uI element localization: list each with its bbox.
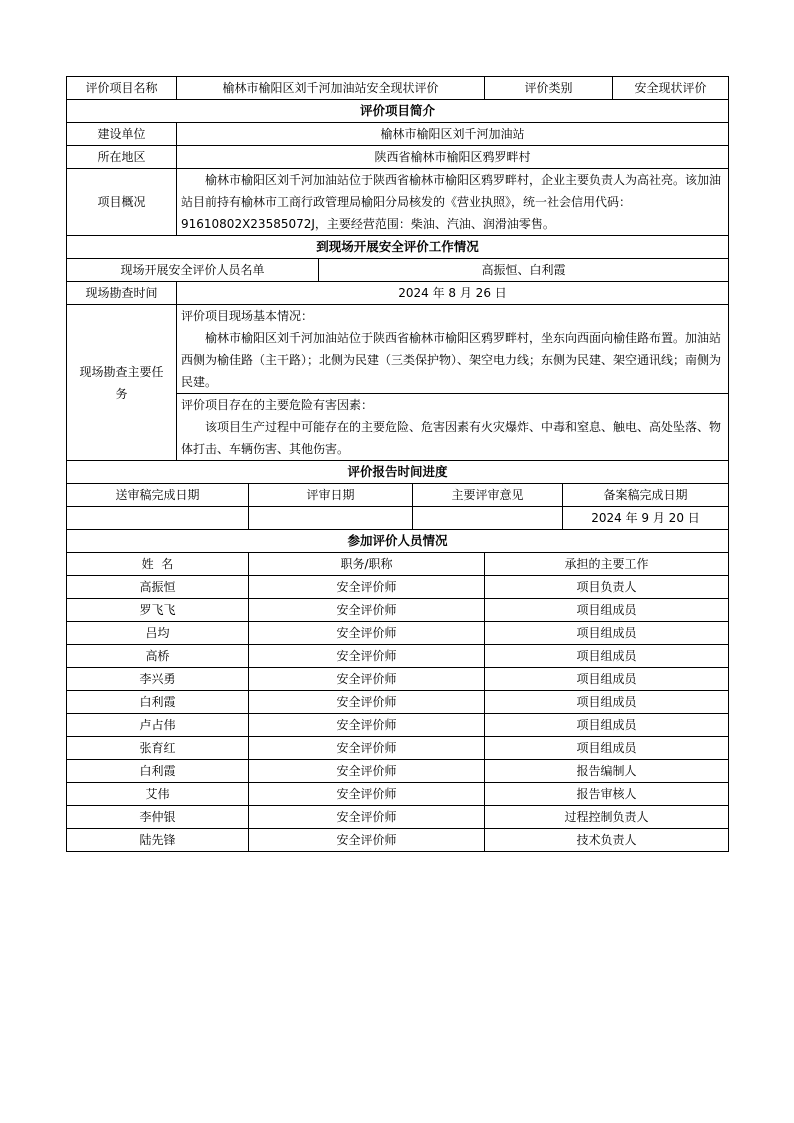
project-name-value: 榆林市榆阳区刘千河加油站安全现状评价 bbox=[177, 77, 485, 100]
personnel-name: 吕均 bbox=[67, 622, 249, 645]
category-label: 评价类别 bbox=[485, 77, 613, 100]
schedule-value-opinion bbox=[413, 507, 563, 530]
personnel-title: 安全评价师 bbox=[249, 829, 485, 852]
area-value: 陕西省榆林市榆阳区鸦罗畔村 bbox=[177, 146, 729, 169]
personnel-title: 安全评价师 bbox=[249, 668, 485, 691]
schedule-header-opinion: 主要评审意见 bbox=[413, 484, 563, 507]
personnel-name: 卢占伟 bbox=[67, 714, 249, 737]
personnel-work: 项目负责人 bbox=[485, 576, 729, 599]
personnel-title: 安全评价师 bbox=[249, 599, 485, 622]
personnel-title: 安全评价师 bbox=[249, 691, 485, 714]
table-row bbox=[67, 691, 729, 714]
overview-text: 榆林市榆阳区刘千河加油站位于陕西省榆林市榆阳区鸦罗畔村，企业主要负责人为高社亮。该加油站目前持有榆林市工商行政管理局榆阳分局核发的《营业执照》，统一社会信用代码：91610802X23585072J，主要经营范围：柴油、汽油、润滑油零售。 bbox=[181, 173, 722, 231]
personnel-work: 项目组成员 bbox=[485, 714, 729, 737]
personnel-name: 白利霞 bbox=[67, 691, 249, 714]
area-label: 所在地区 bbox=[67, 146, 177, 169]
schedule-header-review-date: 评审日期 bbox=[249, 484, 413, 507]
personnel-header-work: 承担的主要工作 bbox=[485, 553, 729, 576]
personnel-name: 李兴勇 bbox=[67, 668, 249, 691]
hazard-text: 该项目生产过程中可能存在的主要危险、危害因素有火灾爆炸、中毒和窒息、触电、高处坠落、物体打击、车辆伤害、其他伤害。 bbox=[181, 420, 722, 456]
category-value: 安全现状评价 bbox=[613, 77, 729, 100]
table-row bbox=[67, 622, 729, 645]
project-name-label: 评价项目名称 bbox=[67, 77, 177, 100]
table-row bbox=[67, 760, 729, 783]
task-label: 现场勘查主要任务 bbox=[67, 305, 177, 461]
schedule-value-review-date bbox=[249, 507, 413, 530]
personnel-name: 李仲银 bbox=[67, 806, 249, 829]
personnel-work: 项目组成员 bbox=[485, 737, 729, 760]
overview-label: 项目概况 bbox=[67, 169, 177, 236]
staff-label: 现场开展安全评价人员名单 bbox=[67, 259, 319, 282]
personnel-name: 张育红 bbox=[67, 737, 249, 760]
personnel-title: 安全评价师 bbox=[249, 714, 485, 737]
unit-label: 建设单位 bbox=[67, 123, 177, 146]
personnel-work: 项目组成员 bbox=[485, 645, 729, 668]
section-title-schedule: 评价报告时间进度 bbox=[67, 461, 729, 484]
personnel-name: 陆先锋 bbox=[67, 829, 249, 852]
personnel-header-title: 职务/职称 bbox=[249, 553, 485, 576]
personnel-title: 安全评价师 bbox=[249, 760, 485, 783]
table-row bbox=[67, 806, 729, 829]
table-row bbox=[67, 829, 729, 852]
staff-value: 高振恒、白利霞 bbox=[319, 259, 729, 282]
schedule-header-draft: 送审稿完成日期 bbox=[67, 484, 249, 507]
personnel-work: 项目组成员 bbox=[485, 691, 729, 714]
personnel-work: 报告审核人 bbox=[485, 783, 729, 806]
personnel-name: 高振恒 bbox=[67, 576, 249, 599]
survey-time-label: 现场勘查时间 bbox=[67, 282, 177, 305]
basic-heading: 评价项目现场基本情况： bbox=[181, 309, 314, 323]
section-title-personnel: 参加评价人员情况 bbox=[67, 530, 729, 553]
personnel-title: 安全评价师 bbox=[249, 622, 485, 645]
unit-value: 榆林市榆阳区刘千河加油站 bbox=[177, 123, 729, 146]
hazard-heading: 评价项目存在的主要危险有害因素： bbox=[181, 398, 374, 412]
personnel-work: 报告编制人 bbox=[485, 760, 729, 783]
section-title-site: 到现场开展安全评价工作情况 bbox=[67, 236, 729, 259]
personnel-name: 罗飞飞 bbox=[67, 599, 249, 622]
personnel-work: 技术负责人 bbox=[485, 829, 729, 852]
personnel-title: 安全评价师 bbox=[249, 806, 485, 829]
personnel-title: 安全评价师 bbox=[249, 576, 485, 599]
personnel-title: 安全评价师 bbox=[249, 783, 485, 806]
schedule-header-filing: 备案稿完成日期 bbox=[563, 484, 729, 507]
personnel-work: 项目组成员 bbox=[485, 599, 729, 622]
table-row bbox=[67, 576, 729, 599]
schedule-value-draft bbox=[67, 507, 249, 530]
table-row bbox=[67, 783, 729, 806]
table-row bbox=[67, 645, 729, 668]
personnel-name: 艾伟 bbox=[67, 783, 249, 806]
basic-text: 榆林市榆阳区刘千河加油站位于陕西省榆林市榆阳区鸦罗畔村，坐东向西面向榆佳路布置。加油站西侧为榆佳路（主干路）；北侧为民建（三类保护物）、架空电力线；东侧为民建、架空通讯线；南侧为民建。 bbox=[181, 331, 722, 389]
personnel-title: 安全评价师 bbox=[249, 645, 485, 668]
schedule-value-filing: 2024 年 9 月 20 日 bbox=[563, 507, 729, 530]
project-name-row bbox=[67, 77, 729, 100]
table-row bbox=[67, 714, 729, 737]
section-title-intro: 评价项目简介 bbox=[67, 100, 729, 123]
table-row bbox=[67, 599, 729, 622]
personnel-name: 白利霞 bbox=[67, 760, 249, 783]
table-row bbox=[67, 737, 729, 760]
personnel-name: 高桥 bbox=[67, 645, 249, 668]
personnel-work: 过程控制负责人 bbox=[485, 806, 729, 829]
personnel-work: 项目组成员 bbox=[485, 622, 729, 645]
evaluation-form bbox=[66, 76, 728, 852]
personnel-header-name: 姓 名 bbox=[67, 553, 249, 576]
evaluation-table bbox=[66, 76, 729, 852]
personnel-title: 安全评价师 bbox=[249, 737, 485, 760]
personnel-work: 项目组成员 bbox=[485, 668, 729, 691]
table-row bbox=[67, 668, 729, 691]
survey-time-value: 2024 年 8 月 26 日 bbox=[177, 282, 729, 305]
